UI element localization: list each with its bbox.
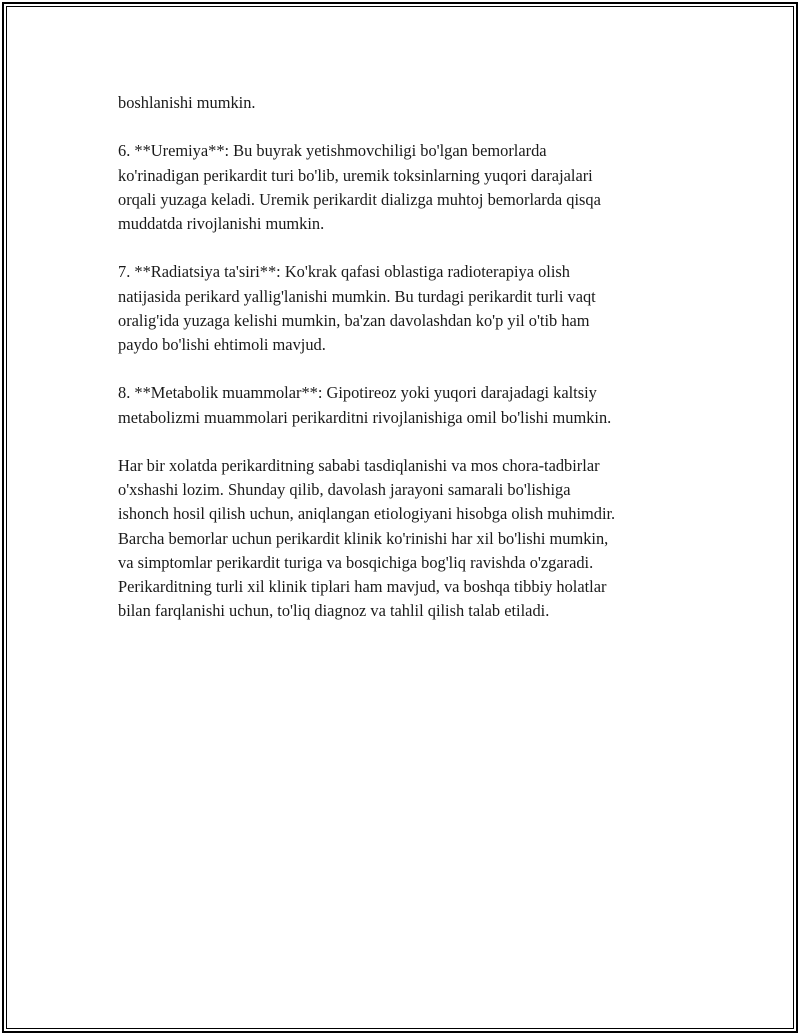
text-line: muddatda rivojlanishi mumkin.: [118, 214, 325, 233]
paragraph-summary: [118, 454, 688, 623]
text-line: bilan farqlanishi uchun, to'liq diagnoz va tahlil qilish talab etiladi.: [118, 601, 550, 621]
paragraph-continuation: [118, 91, 688, 115]
text-line: orqali yuzaga keladi. Uremik perikardit dializga muhtoj bemorlarda qisqa: [118, 189, 601, 209]
text-line: 8. **Metabolik muammolar**: Gipotireoz yoki yuqori darajadagi kaltsiy: [118, 383, 597, 403]
text-line: Perikarditning turli xil klinik tiplari ham mavjud, va boshqa tibbiy holatlar: [118, 577, 607, 596]
text-line: 6. **Uremiya**: Bu buyrak yetishmovchiligi bo'lgan bemorlarda: [118, 141, 547, 161]
text-line: va simptomlar perikardit turiga va bosqichiga bog'liq ravishda o'zgaradi.: [118, 552, 594, 572]
text-line: metabolizmi muammolari perikarditni rivojlanishiga omil bo'lishi mumkin.: [118, 407, 612, 427]
text-line: ishonch hosil qilish uchun, aniqlangan etiologiyani hisobga olish muhimdir.: [118, 504, 616, 524]
text-line: paydo bo'lishi ehtimoli mavjud.: [118, 335, 326, 354]
paragraph-radiatsiya: [118, 260, 688, 357]
text-line: boshlanishi mumkin.: [118, 93, 256, 112]
text-line: o'xshashi lozim. Shunday qilib, davolash jarayoni samarali bo'lishiga: [118, 480, 571, 500]
text-line: natijasida perikard yallig'lanishi mumkin. Bu turdagi perikardit turli vaqt: [118, 286, 596, 306]
paragraph-uremiya: [118, 139, 688, 236]
document-body: [118, 91, 688, 648]
text-line: oralig'ida yuzaga kelishi mumkin, ba'zan davolashdan ko'p yil o'tib ham: [118, 310, 590, 330]
text-line: Har bir xolatda perikarditning sababi tasdiqlanishi va mos chora-tadbirlar: [118, 455, 600, 475]
text-line: 7. **Radiatsiya ta'siri**: Ko'krak qafasi oblastiga radioterapiya olish: [118, 262, 570, 282]
text-line: Barcha bemorlar uchun perikardit klinik ko'rinishi har xil bo'lishi mumkin,: [118, 528, 609, 548]
paragraph-metabolik: [118, 381, 688, 429]
text-line: ko'rinadigan perikardit turi bo'lib, uremik toksinlarning yuqori darajalari: [118, 165, 593, 185]
